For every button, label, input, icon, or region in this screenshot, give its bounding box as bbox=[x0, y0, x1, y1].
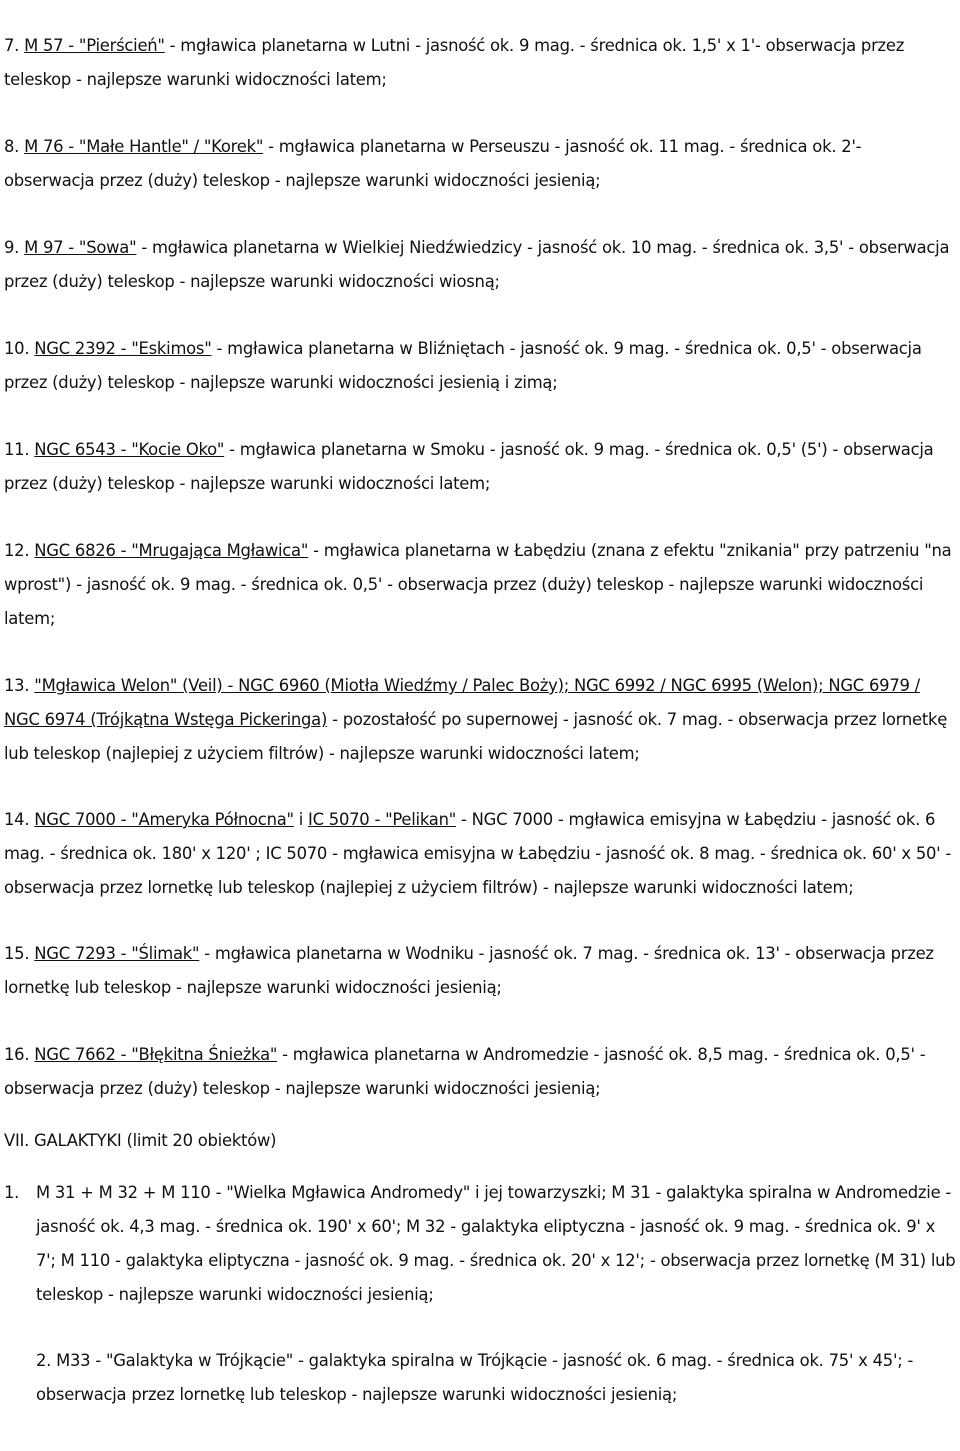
item-text: - mgławica planetarna w Wielkiej Niedźwiedzicy - jasność ok. 10 mag. - średnica ok. 3,5' - obserwacja przez (duży) teleskop - najlepsze warunki widoczności wiosną; bbox=[4, 238, 950, 291]
object-link[interactable]: NGC 2392 - "Eskimos" bbox=[34, 339, 212, 358]
list-item bbox=[4, 433, 956, 501]
list-item bbox=[4, 669, 956, 771]
object-link[interactable]: NGC 6826 - "Mrugająca Mgławica" bbox=[34, 541, 309, 560]
galaxy-item-body bbox=[36, 1176, 956, 1312]
object-link[interactable]: NGC 6543 - "Kocie Oko" bbox=[34, 440, 225, 459]
item-text: - mgławica planetarna w Perseuszu - jasność ok. 11 mag. - średnica ok. 2'- obserwacja przez (duży) teleskop - najlepsze warunki widoczności jesienią; bbox=[4, 137, 862, 190]
item-number: 7. bbox=[4, 36, 20, 55]
object-link[interactable]: M 31 + M 32 + M 110 - "Wielka Mgławica Andromedy" i jej towarzyszki bbox=[36, 1183, 602, 1202]
item-text: - pozostałość po supernowej - jasność ok. 7 mag. - obserwacja przez lornetkę lub teleskop (najlepiej z użyciem filtrów) - najlepsze warunki widoczności latem; bbox=[4, 710, 948, 763]
item-number: 16. bbox=[4, 1045, 30, 1064]
object-link[interactable]: M33 - "Galaktyka w Trójkącie" bbox=[56, 1351, 294, 1370]
item-number: 8. bbox=[4, 137, 20, 156]
item-text: - NGC 7000 - mgławica emisyjna w Łabędziu - jasność ok. 6 mag. - średnica ok. 180' x 120' ; IC 5070 - mgławica emisyjna w Łabędziu - jasność ok. 8 mag. - średnica ok. 60' x 50' - obserwacja przez lornetkę lub teleskop (najlepiej z użyciem filtrów) - najlepsze warunki widoczności latem; bbox=[4, 810, 952, 897]
object-link[interactable]: NGC 7662 - "Błękitna Śnieżka" bbox=[34, 1045, 278, 1064]
item-text: - mgławica planetarna w Wodniku - jasność ok. 7 mag. - średnica ok. 13' - obserwacja przez lornetkę lub teleskop - najlepsze warunki widoczności jesienią; bbox=[4, 944, 934, 997]
item-number: 12. bbox=[4, 541, 30, 560]
object-link[interactable]: NGC 7000 - "Ameryka Północna" bbox=[34, 810, 294, 829]
item-text: - mgławica planetarna w Smoku - jasność ok. 9 mag. - średnica ok. 0,5' (5') - obserwacja przez (duży) teleskop - najlepsze warunki widoczności latem; bbox=[4, 440, 934, 493]
object-link[interactable]: M 97 - "Sowa" bbox=[24, 238, 137, 257]
list-item bbox=[4, 803, 956, 905]
item-text: ; M 31 - galaktyka spiralna w Andromedzie - jasność ok. 4,3 mag. - średnica ok. 190' x 60'; M 32 - galaktyka eliptyczna - jasność ok. 9 mag. - średnica ok. 9' x 7'; M 110 - galaktyka eliptyczna - jasność ok. 9 mag. - średnica ok. 20' x 12'; - obserwacja przez lornetkę (M 31) lub teleskop - najlepsze warunki widoczności jesienią; bbox=[36, 1183, 956, 1304]
item-number: 15. bbox=[4, 944, 30, 963]
list-item bbox=[4, 231, 956, 299]
item-number: 2. bbox=[36, 1351, 52, 1370]
item-text: - mgławica planetarna w Łabędziu (znana z efektu "znikania" przy patrzeniu "na wprost") - jasność ok. 9 mag. - średnica ok. 0,5' - obserwacja przez (duży) teleskop - najlepsze warunki widoczności latem; bbox=[4, 541, 952, 628]
item-number: 14. bbox=[4, 810, 30, 829]
galaxy-item-body bbox=[36, 1344, 956, 1412]
item-text: - mgławica planetarna w Bliźniętach - jasność ok. 9 mag. - średnica ok. 0,5' - obserwacja przez (duży) teleskop - najlepsze warunki widoczności jesienią i zimą; bbox=[4, 339, 922, 392]
list-item bbox=[4, 29, 956, 97]
item-number: 9. bbox=[4, 238, 20, 257]
list-item bbox=[4, 1038, 956, 1106]
list-item bbox=[4, 534, 956, 636]
list-item bbox=[4, 332, 956, 400]
object-link[interactable]: "Mgławica Welon" (Veil) - NGC 6960 (Miotła Wiedźmy / Palec Boży); NGC 6992 / NGC 6995 (Welon); NGC 6979 / NGC 6974 (Trójkątna Wstęga Pickeringa) bbox=[4, 676, 920, 729]
item-number: 1. bbox=[4, 1183, 20, 1202]
section-heading: VII. GALAKTYKI (limit 20 obiektów) bbox=[4, 1131, 277, 1150]
object-link[interactable]: NGC 7293 - "Ślimak" bbox=[34, 944, 200, 963]
object-link-secondary[interactable]: IC 5070 - "Pelikan" bbox=[308, 810, 457, 829]
item-number: 11. bbox=[4, 440, 30, 459]
list-item bbox=[4, 130, 956, 198]
item-text: i bbox=[293, 810, 309, 829]
item-text: - mgławica planetarna w Lutni - jasność ok. 9 mag. - średnica ok. 1,5' x 1'- obserwacja przez teleskop - najlepsze warunki widoczności latem; bbox=[4, 36, 905, 89]
item-number: 10. bbox=[4, 339, 30, 358]
item-text: - galaktyka spiralna w Trójkącie - jasność ok. 6 mag. - średnica ok. 75' x 45'; - obserwacja przez lornetkę lub teleskop - najlepsze warunki widoczności jesienią; bbox=[36, 1351, 914, 1404]
object-link[interactable]: M 57 - "Pierścień" bbox=[24, 36, 165, 55]
item-text: - mgławica planetarna w Andromedzie - jasność ok. 8,5 mag. - średnica ok. 0,5' - obserwacja przez (duży) teleskop - najlepsze warunki widoczności jesienią; bbox=[4, 1045, 926, 1098]
item-number: 13. bbox=[4, 676, 30, 695]
object-link[interactable]: M 76 - "Małe Hantle" / "Korek" bbox=[24, 137, 264, 156]
list-item bbox=[4, 937, 956, 1005]
